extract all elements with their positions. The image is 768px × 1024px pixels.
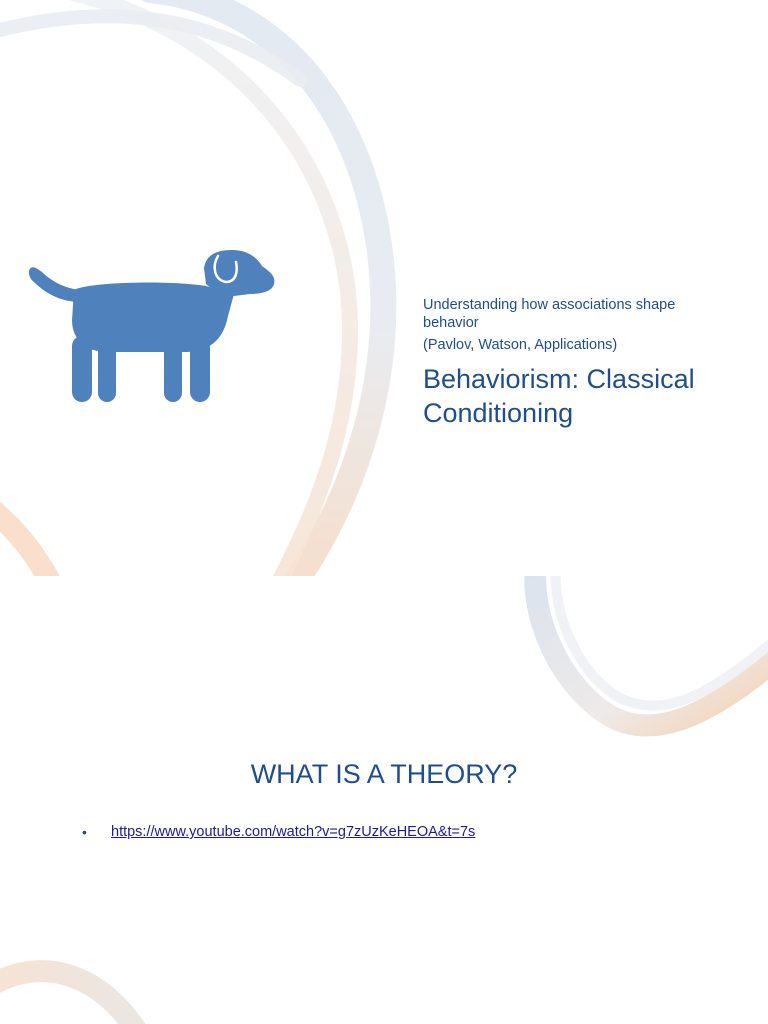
slide-title-text: Behaviorism: Classical Conditioning [423,364,695,428]
list-item [80,822,475,842]
slide-heading: WHAT IS A THEORY? [250,759,518,789]
slide-subtitle [423,296,723,354]
subtitle-line: (Pavlov, Watson, Applications) [423,337,618,353]
bullet-list [80,822,475,842]
slide-what-is-theory [0,576,768,1024]
bullet-icon: • [82,824,87,840]
dog-icon [28,246,276,404]
decorative-swirl [0,576,768,1024]
subtitle-line: Understanding how associations shape behavior [423,297,676,331]
youtube-link[interactable]: https://www.youtube.com/watch?v=g7zUzKeHEOA&t=7s [111,824,476,840]
